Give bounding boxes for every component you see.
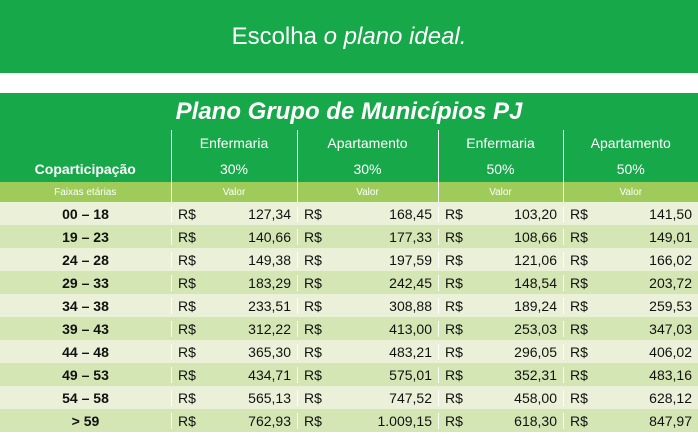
price-cell bbox=[297, 294, 438, 317]
price-value: 197,59 bbox=[389, 251, 432, 268]
age-range-cell: > 59 bbox=[0, 409, 171, 432]
price-cell bbox=[438, 294, 563, 317]
currency-symbol: R$ bbox=[570, 320, 588, 337]
currency-symbol: R$ bbox=[445, 205, 463, 222]
currency-symbol: R$ bbox=[178, 274, 196, 291]
banner-prefix: Escolha bbox=[231, 22, 317, 50]
price-value: 483,16 bbox=[649, 366, 692, 383]
price-value: 233,51 bbox=[248, 297, 291, 314]
price-value: 140,66 bbox=[248, 228, 291, 245]
header-cell: Enfermaria bbox=[171, 130, 297, 156]
header-cell: Faixas etárias bbox=[0, 182, 171, 202]
currency-symbol: R$ bbox=[570, 389, 588, 406]
table-row bbox=[0, 363, 698, 386]
price-value: 347,03 bbox=[649, 320, 692, 337]
price-value: 166,02 bbox=[649, 251, 692, 268]
price-value: 203,72 bbox=[649, 274, 692, 291]
price-value: 618,30 bbox=[514, 412, 557, 429]
price-cell bbox=[171, 340, 297, 363]
currency-symbol: R$ bbox=[304, 389, 322, 406]
price-cell bbox=[438, 317, 563, 340]
price-value: 483,21 bbox=[389, 343, 432, 360]
header-cell bbox=[0, 130, 171, 156]
currency-symbol: R$ bbox=[178, 297, 196, 314]
banner-text bbox=[232, 23, 467, 51]
header-cell: Valor bbox=[171, 182, 297, 202]
header-row-coparticipation bbox=[0, 156, 698, 182]
currency-symbol: R$ bbox=[304, 274, 322, 291]
price-cell bbox=[563, 271, 698, 294]
price-value: 352,31 bbox=[514, 366, 557, 383]
price-cell bbox=[171, 202, 297, 225]
price-value: 296,05 bbox=[514, 343, 557, 360]
plan-title: Plano Grupo de Municípios PJ bbox=[0, 93, 698, 130]
currency-symbol: R$ bbox=[570, 251, 588, 268]
header-banner bbox=[0, 0, 698, 73]
age-range-cell: 49 – 53 bbox=[0, 363, 171, 386]
header-cell: Valor bbox=[297, 182, 438, 202]
price-cell bbox=[171, 317, 297, 340]
currency-symbol: R$ bbox=[178, 412, 196, 429]
price-cell bbox=[297, 340, 438, 363]
price-value: 365,30 bbox=[248, 343, 291, 360]
price-value: 1.009,15 bbox=[377, 412, 432, 429]
price-cell bbox=[438, 225, 563, 248]
price-value: 127,34 bbox=[248, 205, 291, 222]
currency-symbol: R$ bbox=[570, 205, 588, 222]
header-cell: Coparticipação bbox=[0, 156, 171, 182]
price-cell bbox=[297, 317, 438, 340]
header-cell: Enfermaria bbox=[438, 130, 563, 156]
price-value: 149,38 bbox=[248, 251, 291, 268]
price-cell bbox=[297, 363, 438, 386]
price-value: 148,54 bbox=[514, 274, 557, 291]
price-cell bbox=[438, 409, 563, 432]
price-value: 189,24 bbox=[514, 297, 557, 314]
price-cell bbox=[563, 409, 698, 432]
age-range-cell: 54 – 58 bbox=[0, 386, 171, 409]
currency-symbol: R$ bbox=[178, 251, 196, 268]
currency-symbol: R$ bbox=[445, 366, 463, 383]
currency-symbol: R$ bbox=[304, 412, 322, 429]
age-range-cell: 19 – 23 bbox=[0, 225, 171, 248]
currency-symbol: R$ bbox=[570, 343, 588, 360]
currency-symbol: R$ bbox=[178, 343, 196, 360]
currency-symbol: R$ bbox=[570, 228, 588, 245]
header-cell: Apartamento bbox=[297, 130, 438, 156]
currency-symbol: R$ bbox=[304, 297, 322, 314]
table-row bbox=[0, 317, 698, 340]
age-range-cell: 34 – 38 bbox=[0, 294, 171, 317]
currency-symbol: R$ bbox=[445, 343, 463, 360]
price-cell bbox=[563, 294, 698, 317]
header-row-subheader bbox=[0, 182, 698, 202]
price-cell bbox=[297, 271, 438, 294]
price-value: 242,45 bbox=[389, 274, 432, 291]
header-cell: Valor bbox=[438, 182, 563, 202]
currency-symbol: R$ bbox=[570, 366, 588, 383]
currency-symbol: R$ bbox=[445, 297, 463, 314]
price-cell bbox=[438, 271, 563, 294]
price-cell bbox=[438, 363, 563, 386]
price-cell bbox=[563, 225, 698, 248]
age-range-cell: 24 – 28 bbox=[0, 248, 171, 271]
price-cell bbox=[563, 340, 698, 363]
currency-symbol: R$ bbox=[178, 205, 196, 222]
price-value: 259,53 bbox=[649, 297, 692, 314]
table-row bbox=[0, 294, 698, 317]
price-value: 168,45 bbox=[389, 205, 432, 222]
currency-symbol: R$ bbox=[570, 412, 588, 429]
price-table bbox=[0, 130, 698, 432]
table-row bbox=[0, 409, 698, 432]
price-value: 458,00 bbox=[514, 389, 557, 406]
price-cell bbox=[563, 363, 698, 386]
price-value: 177,33 bbox=[389, 228, 432, 245]
price-value: 565,13 bbox=[248, 389, 291, 406]
currency-symbol: R$ bbox=[178, 389, 196, 406]
currency-symbol: R$ bbox=[304, 366, 322, 383]
currency-symbol: R$ bbox=[445, 251, 463, 268]
price-cell bbox=[297, 386, 438, 409]
table-row bbox=[0, 202, 698, 225]
header-cell: Apartamento bbox=[563, 130, 698, 156]
price-cell bbox=[171, 363, 297, 386]
table-body bbox=[0, 202, 698, 432]
price-cell bbox=[438, 202, 563, 225]
currency-symbol: R$ bbox=[445, 412, 463, 429]
table-row bbox=[0, 248, 698, 271]
price-value: 628,12 bbox=[649, 389, 692, 406]
age-range-cell: 00 – 18 bbox=[0, 202, 171, 225]
currency-symbol: R$ bbox=[445, 274, 463, 291]
price-cell bbox=[171, 409, 297, 432]
currency-symbol: R$ bbox=[304, 320, 322, 337]
price-value: 747,52 bbox=[389, 389, 432, 406]
currency-symbol: R$ bbox=[178, 228, 196, 245]
price-value: 413,00 bbox=[389, 320, 432, 337]
price-value: 103,20 bbox=[514, 205, 557, 222]
currency-symbol: R$ bbox=[178, 366, 196, 383]
price-value: 308,88 bbox=[389, 297, 432, 314]
age-range-cell: 29 – 33 bbox=[0, 271, 171, 294]
currency-symbol: R$ bbox=[178, 320, 196, 337]
header-cell: 50% bbox=[438, 156, 563, 182]
price-value: 847,97 bbox=[649, 412, 692, 429]
table-row bbox=[0, 225, 698, 248]
price-value: 434,71 bbox=[248, 366, 291, 383]
age-range-cell: 44 – 48 bbox=[0, 340, 171, 363]
age-range-cell: 39 – 43 bbox=[0, 317, 171, 340]
price-cell bbox=[171, 386, 297, 409]
price-value: 406,02 bbox=[649, 343, 692, 360]
currency-symbol: R$ bbox=[570, 274, 588, 291]
price-cell bbox=[438, 248, 563, 271]
price-value: 762,93 bbox=[248, 412, 291, 429]
price-cell bbox=[438, 340, 563, 363]
price-value: 149,01 bbox=[649, 228, 692, 245]
currency-symbol: R$ bbox=[445, 228, 463, 245]
header-cell: 30% bbox=[297, 156, 438, 182]
price-cell bbox=[171, 271, 297, 294]
currency-symbol: R$ bbox=[304, 251, 322, 268]
price-cell bbox=[297, 202, 438, 225]
price-cell bbox=[297, 409, 438, 432]
price-cell bbox=[171, 294, 297, 317]
table-row bbox=[0, 340, 698, 363]
currency-symbol: R$ bbox=[445, 320, 463, 337]
price-cell bbox=[297, 225, 438, 248]
price-value: 312,22 bbox=[248, 320, 291, 337]
table-row bbox=[0, 271, 698, 294]
price-cell bbox=[171, 225, 297, 248]
currency-symbol: R$ bbox=[304, 205, 322, 222]
header-cell: 30% bbox=[171, 156, 297, 182]
price-value: 575,01 bbox=[389, 366, 432, 383]
price-cell bbox=[297, 248, 438, 271]
currency-symbol: R$ bbox=[304, 228, 322, 245]
price-value: 253,03 bbox=[514, 320, 557, 337]
price-cell bbox=[563, 317, 698, 340]
header-row-room-type bbox=[0, 130, 698, 156]
currency-symbol: R$ bbox=[570, 297, 588, 314]
price-cell bbox=[563, 202, 698, 225]
currency-symbol: R$ bbox=[445, 389, 463, 406]
price-cell bbox=[563, 386, 698, 409]
price-table-section bbox=[0, 93, 698, 432]
price-cell bbox=[563, 248, 698, 271]
table-row bbox=[0, 386, 698, 409]
price-value: 108,66 bbox=[514, 228, 557, 245]
header-cell: 50% bbox=[563, 156, 698, 182]
price-value: 141,50 bbox=[649, 205, 692, 222]
price-value: 121,06 bbox=[514, 251, 557, 268]
currency-symbol: R$ bbox=[304, 343, 322, 360]
price-cell bbox=[438, 386, 563, 409]
banner-emphasis: o plano ideal. bbox=[323, 22, 467, 50]
price-value: 183,29 bbox=[248, 274, 291, 291]
header-cell: Valor bbox=[563, 182, 698, 202]
price-cell bbox=[171, 248, 297, 271]
